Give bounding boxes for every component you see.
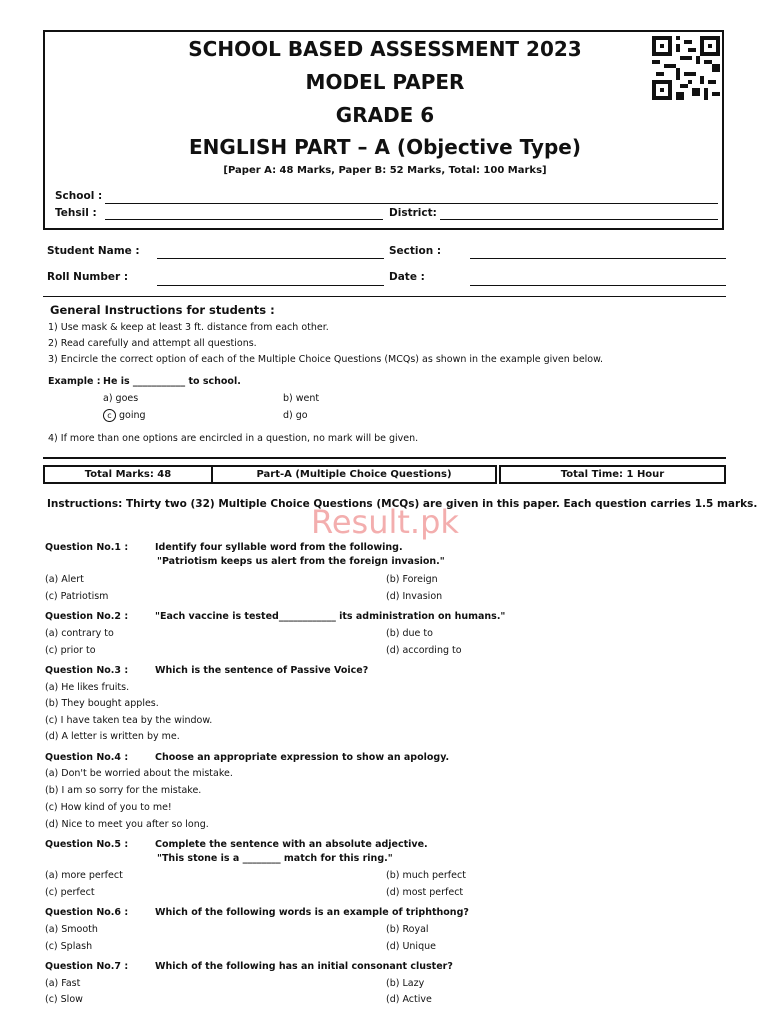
divider — [43, 296, 726, 297]
marks-note: [Paper A: 48 Marks, Paper B: 52 Marks, Total: 100 Marks] — [223, 165, 547, 176]
question-label: Question No.1 : — [45, 542, 129, 553]
example-option-b: b) went — [283, 393, 320, 404]
instruction-item: 3) Encircle the correct option of each of the Multiple Choice Questions (MCQs) as shown in the example given below. — [48, 354, 604, 365]
option-d[interactable]: (d) according to — [386, 645, 462, 656]
part-box: Part-A (Multiple Choice Questions) — [213, 465, 497, 484]
option-b[interactable]: (b) much perfect — [386, 870, 466, 881]
district-label: District: — [389, 207, 437, 219]
instruction-item: 2) Read carefully and attempt all questions. — [48, 338, 257, 349]
instructions-title: General Instructions for students : — [50, 303, 275, 317]
option-c[interactable]: (c) I have taken tea by the window. — [45, 715, 213, 726]
option-c[interactable]: (c) Slow — [45, 994, 83, 1005]
option-d[interactable]: (d) Invasion — [386, 591, 443, 602]
encircled-option-icon: c — [103, 409, 116, 422]
question-text: "Each vaccine is tested____________ its administration on humans." — [155, 611, 506, 622]
question-text: Complete the sentence with an absolute adjective. — [155, 839, 428, 850]
example-label: Example : — [48, 376, 101, 387]
date-label: Date : — [389, 271, 425, 283]
question-text-2: "Patriotism keeps us alert from the foreign invasion." — [157, 556, 445, 567]
qr-code-icon — [652, 36, 720, 100]
section-field[interactable] — [470, 258, 726, 259]
student-name-label: Student Name : — [47, 245, 140, 257]
date-field[interactable] — [470, 285, 726, 286]
instruction-item: 4) If more than one options are encircled in a question, no mark will be given. — [48, 433, 419, 444]
total-marks-box: Total Marks: 48 — [43, 465, 213, 484]
option-d[interactable]: (d) Nice to meet you after so long. — [45, 819, 209, 830]
divider — [43, 457, 726, 459]
section-label: Section : — [389, 245, 442, 257]
option-b[interactable]: (b) due to — [386, 628, 433, 639]
option-a[interactable]: (a) Smooth — [45, 924, 98, 935]
question-label: Question No.7 : — [45, 961, 129, 972]
district-field[interactable] — [440, 219, 718, 220]
option-d[interactable]: (d) A letter is written by me. — [45, 731, 180, 742]
option-c[interactable]: (c) perfect — [45, 887, 95, 898]
mcq-instructions: Instructions: Thirty two (32) Multiple Choice Questions (MCQs) are given in this paper. Each question carries 1.5 marks. — [47, 498, 758, 510]
option-a[interactable]: (a) Don't be worried about the mistake. — [45, 768, 233, 779]
option-c[interactable]: (c) Splash — [45, 941, 93, 952]
total-time-box: Total Time: 1 Hour — [499, 465, 726, 484]
option-a[interactable]: (a) more perfect — [45, 870, 123, 881]
question-text: Which of the following words is an example of triphthong? — [155, 907, 469, 918]
question-text: Which of the following has an initial consonant cluster? — [155, 961, 453, 972]
question-label: Question No.6 : — [45, 907, 129, 918]
question-text: Identify four syllable word from the following. — [155, 542, 403, 553]
question-label: Question No.5 : — [45, 839, 129, 850]
option-c[interactable]: (c) How kind of you to me! — [45, 802, 172, 813]
option-b[interactable]: (b) I am so sorry for the mistake. — [45, 785, 202, 796]
question-label: Question No.4 : — [45, 752, 129, 763]
watermark: Result.pk — [311, 503, 459, 541]
question-text: Choose an appropriate expression to show an apology. — [155, 752, 450, 763]
option-b[interactable]: (b) Foreign — [386, 574, 438, 585]
school-label: School : — [55, 190, 103, 202]
option-b[interactable]: (b) Lazy — [386, 978, 425, 989]
subject-title: ENGLISH PART – A (Objective Type) — [189, 135, 581, 159]
student-name-field[interactable] — [157, 258, 384, 259]
option-a[interactable]: (a) Fast — [45, 978, 81, 989]
roll-number-field[interactable] — [157, 285, 384, 286]
instruction-item: 1) Use mask & keep at least 3 ft. distance from each other. — [48, 322, 329, 333]
question-text-2: "This stone is a ________ match for this ring." — [157, 853, 393, 864]
option-c[interactable]: (c) prior to — [45, 645, 96, 656]
question-text: Which is the sentence of Passive Voice? — [155, 665, 369, 676]
example-text: He is ___________ to school. — [103, 376, 241, 387]
tehsil-label: Tehsil : — [55, 207, 97, 219]
option-c[interactable]: (c) Patriotism — [45, 591, 109, 602]
option-b[interactable]: (b) They bought apples. — [45, 698, 159, 709]
example-option-c: c going — [103, 409, 146, 422]
option-d[interactable]: (d) Unique — [386, 941, 436, 952]
option-d[interactable]: (d) most perfect — [386, 887, 464, 898]
question-label: Question No.2 : — [45, 611, 129, 622]
grade: GRADE 6 — [335, 103, 435, 127]
option-b[interactable]: (b) Royal — [386, 924, 429, 935]
question-label: Question No.3 : — [45, 665, 129, 676]
option-a[interactable]: (a) Alert — [45, 574, 84, 585]
exam-title: SCHOOL BASED ASSESSMENT 2023 — [188, 37, 582, 61]
option-a[interactable]: (a) contrary to — [45, 628, 114, 639]
school-field[interactable] — [105, 203, 718, 204]
example-option-a: a) goes — [103, 393, 139, 404]
example-option-d: d) go — [283, 410, 308, 421]
option-d[interactable]: (d) Active — [386, 994, 432, 1005]
tehsil-field[interactable] — [105, 219, 383, 220]
option-a[interactable]: (a) He likes fruits. — [45, 682, 130, 693]
paper-type: MODEL PAPER — [305, 70, 465, 94]
roll-number-label: Roll Number : — [47, 271, 129, 283]
